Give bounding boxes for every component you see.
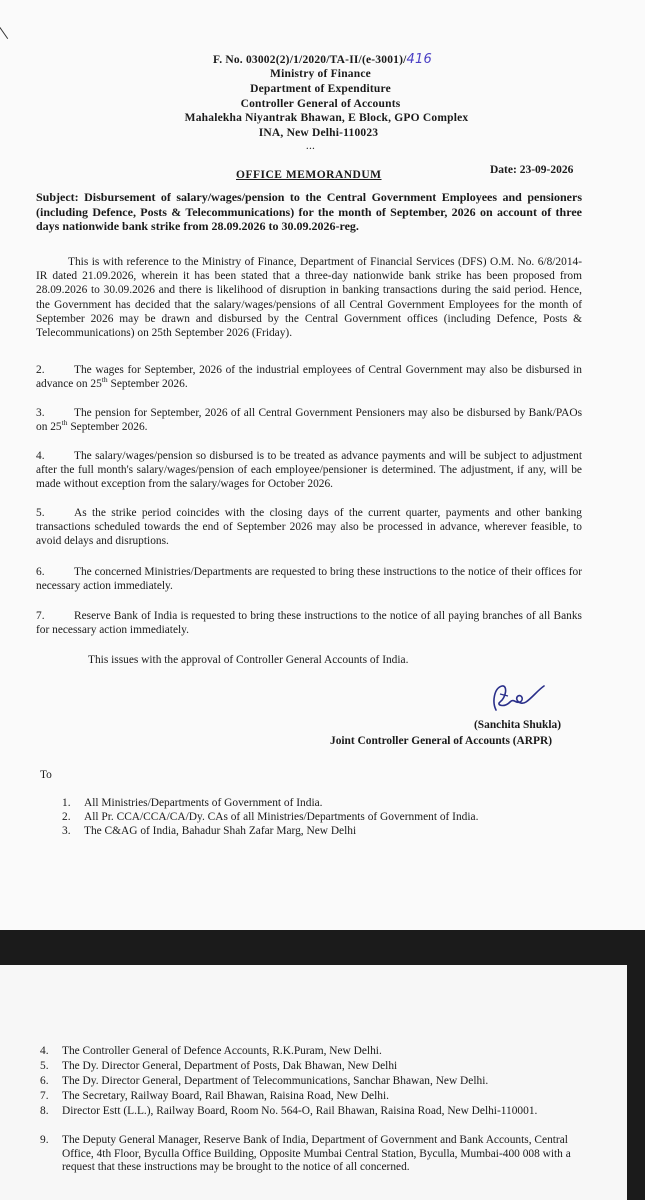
signature-image xyxy=(486,680,548,716)
memo-title: OFFICE MEMORANDUM xyxy=(236,169,382,181)
paragraph-2-number: 2. xyxy=(36,364,45,376)
paragraph-1 xyxy=(36,255,582,340)
distribution-number: 3. xyxy=(62,825,71,837)
paragraph-4-text: The salary/wages/pension so disbursed is to be treated as advance payments and will be subject to adjustment after the full month's salary/wages/pension of each employee/pensioner is determined. The adjustment, if any, will be made without exception from the salary/wages for October 2026. xyxy=(36,450,582,491)
distribution-number: 4. xyxy=(40,1045,49,1057)
distribution-text: The C&AG of India, Bahadur Shah Zafar Marg, New Delhi xyxy=(84,825,357,837)
paragraph-3-superscript: th xyxy=(61,418,68,428)
memo-date: Date: 23-09-2026 xyxy=(490,164,574,176)
distribution-text: All Pr. CCA/CCA/CA/Dy. CAs of all Ministries/Departments of Government of India. xyxy=(84,811,479,823)
signatory-name: (Sanchita Shukla) xyxy=(474,719,562,731)
paragraph-2-superscript: th xyxy=(101,375,108,385)
signatory-designation: Joint Controller General of Accounts (ARPR) xyxy=(330,735,552,747)
paragraph-6 xyxy=(36,565,582,593)
paragraph-3 xyxy=(36,406,582,434)
distribution-number: 6. xyxy=(40,1075,49,1087)
distribution-number: 1. xyxy=(62,797,71,809)
distribution-text: The Deputy General Manager, Reserve Bank of India, Department of Government and Bank Accounts, Central Office, 4th Floor, Byculla Office Building, Opposite Mumbai Central Station, Byculla, Mumbai-400 008 with a request that these instructions may be brought to the notice of all concerned. xyxy=(62,1134,571,1174)
office-address-line2: INA, New Delhi-110023 xyxy=(258,127,379,139)
distribution-number: 9. xyxy=(40,1134,49,1146)
distribution-number: 2. xyxy=(62,811,71,823)
header-dots: ... xyxy=(305,140,316,152)
paragraph-2 xyxy=(36,363,582,391)
paragraph-4 xyxy=(36,449,582,492)
distribution-text: The Dy. Director General, Department of Telecommunications, Sanchar Bhawan, New Delhi. xyxy=(62,1075,489,1087)
file-number-text: F. No. 03002(2)/1/2020/TA-II/(e-3001)/ xyxy=(213,54,407,66)
paragraph-7-number: 7. xyxy=(36,610,45,622)
distribution-number: 8. xyxy=(40,1105,49,1117)
office-address-line1: Mahalekha Niyantrak Bhawan, E Block, GPO Complex xyxy=(184,112,469,124)
ministry-name: Ministry of Finance xyxy=(270,68,371,80)
paragraph-3-text-end: September 2026. xyxy=(67,421,148,434)
paragraph-2-text-end: September 2026. xyxy=(107,378,188,391)
paragraph-6-number: 6. xyxy=(36,566,45,578)
paragraph-3-number: 3. xyxy=(36,407,45,419)
file-number xyxy=(0,52,645,67)
corner-mark xyxy=(0,19,20,39)
memo-subject: Subject: Disbursement of salary/wages/pension to the Central Government Employees and pensioners (including Defence, Posts & Telecommunications) for the month of September, 2026 on account of three days nationwide bank strike from 28.09.2026 to 30.09.2026-reg. xyxy=(36,190,582,233)
paragraph-5-text: As the strike period coincides with the closing days of the current quarter, payments and other banking transactions scheduled towards the end of September 2026 may also be processed in advance, wherever feasible, to avoid delays and disruptions. xyxy=(36,507,582,548)
distribution-text: The Controller General of Defence Accounts, R.K.Puram, New Delhi. xyxy=(62,1045,382,1057)
memo-page-2 xyxy=(0,965,627,1200)
distribution-number: 7. xyxy=(40,1090,49,1102)
distribution-text: The Dy. Director General, Department of Posts, Dak Bhawan, New Delhi xyxy=(62,1060,398,1072)
paragraph-3-text: The pension for September, 2026 of all Central Government Pensioners may also be disbursed by Bank/PAOs on 25 xyxy=(36,407,582,434)
distribution-number: 5. xyxy=(40,1060,49,1072)
paragraph-7-text: Reserve Bank of India is requested to bring these instructions to the notice of all paying branches of all Banks for necessary action immediately. xyxy=(36,610,582,637)
paragraph-4-number: 4. xyxy=(36,450,45,462)
distribution-text: The Secretary, Railway Board, Rail Bhawan, Raisina Road, New Delhi. xyxy=(62,1090,389,1102)
paragraph-2-text: The wages for September, 2026 of the industrial employees of Central Government may also be disbursed in advance on 25 xyxy=(36,364,582,391)
paragraph-1-text: This is with reference to the Ministry of Finance, Department of Financial Services (DFS) O.M. No. 6/8/2014-IR dated 21.09.2026, wherein it has been stated that a three-day nationwide bank strike has been proposed from 28.09.2026 to 30.09.2026 and there is likelihood of disruption in banking transactions during the said period. Hence, the Government has decided that the salary/wages/pensions of all Central Government Employees for the month of September 2026 may be drawn and disbursed by the Central Government offices (including Defence, Posts & Telecommunications) on 25th September 2026 (Friday). xyxy=(36,256,582,340)
distribution-text: All Ministries/Departments of Government of India. xyxy=(84,797,323,809)
paragraph-5-number: 5. xyxy=(36,507,45,519)
paragraph-6-text: The concerned Ministries/Departments are requested to bring these instructions to the notice of their offices for necessary action immediately. xyxy=(36,566,582,593)
paragraph-5 xyxy=(36,506,582,549)
to-label: To xyxy=(40,769,52,781)
department-name: Department of Expenditure xyxy=(250,83,391,95)
office-name: Controller General of Accounts xyxy=(240,98,401,110)
paragraph-7 xyxy=(36,609,582,637)
approval-line: This issues with the approval of Controller General Accounts of India. xyxy=(88,654,409,666)
file-number-handwritten: 416 xyxy=(406,52,432,67)
distribution-text: Director Estt (L.L.), Railway Board, Room No. 564-O, Rail Bhawan, Raisina Road, New Delhi-110001. xyxy=(62,1105,538,1117)
